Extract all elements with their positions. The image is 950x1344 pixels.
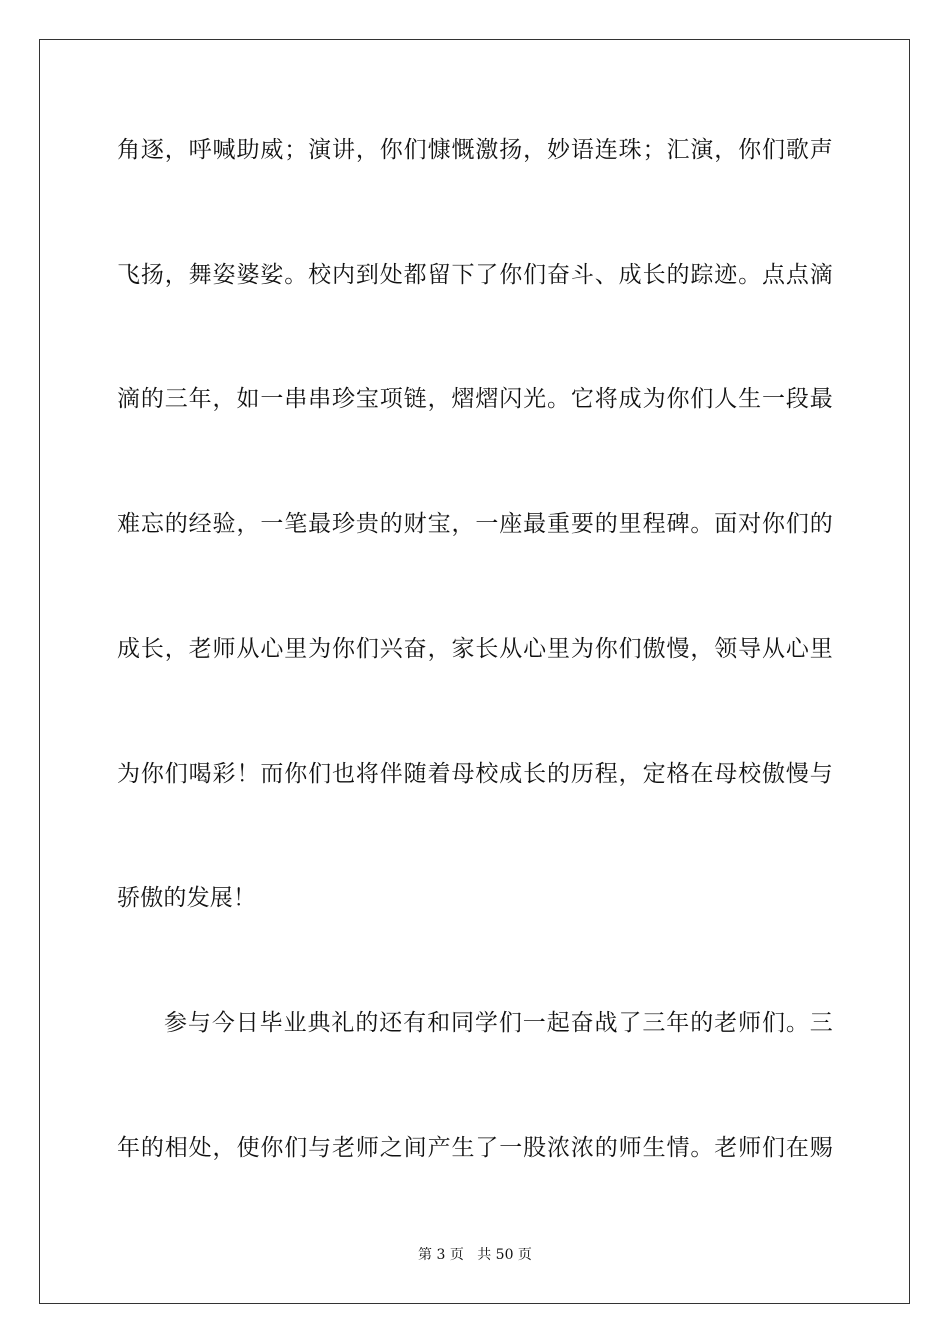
body-text-line: 成长，老师从心里为你们兴奋，家长从心里为你们傲慢，领导从心里 (117, 636, 833, 662)
body-text-line: 难忘的经验，一笔最珍贵的财宝，一座最重要的里程碑。面对你们的 (117, 511, 833, 537)
body-text-line: 年的相处，使你们与老师之间产生了一股浓浓的师生情。老师们在赐 (117, 1135, 833, 1161)
page-frame (39, 39, 910, 1304)
body-text-line: 骄傲的发展！ (117, 885, 257, 911)
page-footer (0, 1245, 950, 1265)
body-text-line: 飞扬，舞姿婆娑。校内到处都留下了你们奋斗、成长的踪迹。点点滴 (117, 262, 833, 288)
page-total: 共 50 页 (477, 1247, 532, 1263)
body-text-line: 角逐，呼喊助威；演讲，你们慷慨激扬，妙语连珠；汇演，你们歌声 (117, 137, 833, 163)
page-number: 第 3 页 (418, 1247, 464, 1263)
body-text-line: 滴的三年，如一串串珍宝项链，熠熠闪光。它将成为你们人生一段最 (117, 386, 833, 412)
body-text-line: 为你们喝彩！而你们也将伴随着母校成长的历程，定格在母校傲慢与 (117, 761, 833, 787)
paragraph-first-line: 参与今日毕业典礼的还有和同学们一起奋战了三年的老师们。三 (164, 1010, 833, 1036)
